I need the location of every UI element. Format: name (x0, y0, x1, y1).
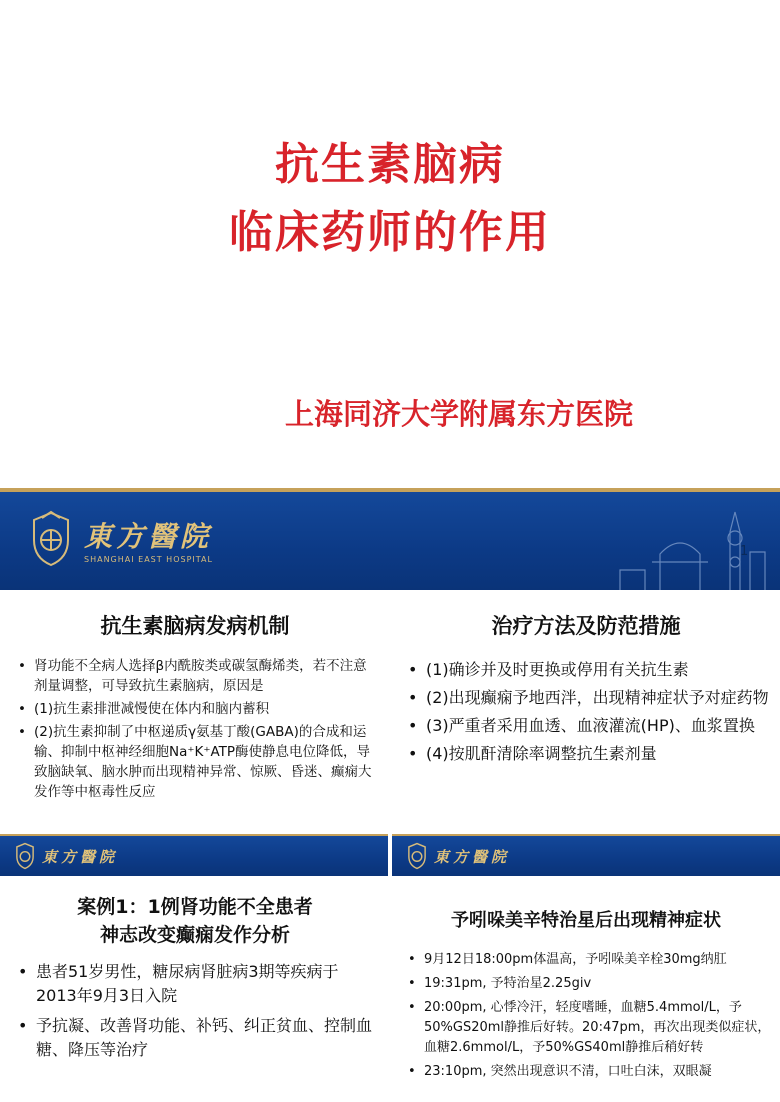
case-list (18, 960, 378, 1062)
footer-banner (0, 492, 780, 590)
mini-banner-left (0, 836, 388, 876)
logo-name-cn: 東方醫院 (84, 519, 213, 553)
list-item: • 19:31pm, 予特治星2.25giv (408, 976, 592, 991)
hospital-emblem-icon (14, 842, 36, 870)
mechanism-title: 抗生素脑病发病机制 (100, 614, 290, 638)
list-item: • (2)出现癫痫予地西泮，出现精神症状予对症药物 (408, 688, 769, 707)
list-item: • 肾功能不全病人选择β内酰胺类或碳氢酶烯类，若不注意剂量调整，可导致抗生素脑病，原因是 (18, 658, 367, 694)
case-title-line2: 神志改变癫痫发作分析 (99, 924, 290, 946)
list-item: • (2)抗生素抑制了中枢递质γ氨基丁酸(GABA)的合成和运输、抑制中枢神经细胞Na⁺K⁺ATP酶使静息电位降低，导致脑缺氧、脑水肿而出现精神异常、惊厥、昏迷、癫痫大发作等中枢毒性反应 (18, 724, 372, 800)
list-item: • (1)抗生素排泄减慢使在体内和脑内蓄积 (18, 701, 270, 717)
main-title-line2: 临床药师的作用 (229, 207, 551, 258)
list-item: • (1)确诊并及时更换或停用有关抗生素 (408, 660, 689, 679)
list-item: • (3)严重者采用血透、血液灌流(HP)、血浆置换 (408, 716, 755, 735)
hospital-emblem-icon (406, 842, 428, 870)
logo-name-en: SHANGHAI EAST HOSPITAL (84, 554, 213, 564)
logo-name-cn: 東方醫院 (434, 847, 511, 866)
case-title-line1: 案例1：1例肾功能不全患者 (77, 896, 313, 918)
treatment-title: 治疗方法及防范措施 (491, 614, 681, 638)
symptoms-list (408, 950, 772, 1082)
mechanism-list (18, 656, 378, 802)
treatment-list (408, 658, 770, 766)
panel-case (0, 878, 390, 1102)
list-item: • 9月12日18:00pm体温高，予吲哚美辛栓30mg纳肛 (408, 952, 727, 967)
hospital-name: 上海同济大学附属东方医院 (285, 397, 634, 431)
symptoms-title: 予吲哚美辛特治星后出现精神症状 (451, 910, 721, 931)
panel-treatment (392, 596, 780, 834)
panel-mechanism (0, 596, 390, 834)
skyline-decoration-icon (600, 492, 780, 590)
list-item: • 患者51岁男性，糖尿病肾脏病3期等疾病于2013年9月3日入院 (18, 962, 339, 1005)
logo-name-cn: 東方醫院 (42, 847, 119, 866)
mini-banner-right (392, 836, 780, 876)
hospital-logo (28, 510, 213, 568)
hospital-logo-small (406, 842, 510, 870)
vertical-gap (388, 834, 392, 876)
slide-page-number: 1 (740, 544, 749, 559)
list-item: • 23:10pm, 突然出现意识不清，口吐白沫，双眼凝 (408, 1064, 712, 1079)
hospital-logo-small (14, 842, 118, 870)
main-title-line1: 抗生素脑病 (275, 139, 505, 190)
list-item: • (4)按肌酐清除率调整抗生素剂量 (408, 744, 657, 763)
panel-symptoms (392, 878, 780, 1102)
hospital-emblem-icon (28, 510, 74, 568)
list-item: • 予抗凝、改善肾功能、补钙、纠正贫血、控制血糖、降压等治疗 (18, 1016, 373, 1059)
list-item: • 20:00pm, 心悸冷汗，轻度嗜睡，血糖5.4mmol/L，予50%GS20ml静推后好转。20:47pm，再次出现类似症状，血糖2.6mmol/L，予50%GS40ml静推后稍好转 (408, 1000, 771, 1055)
